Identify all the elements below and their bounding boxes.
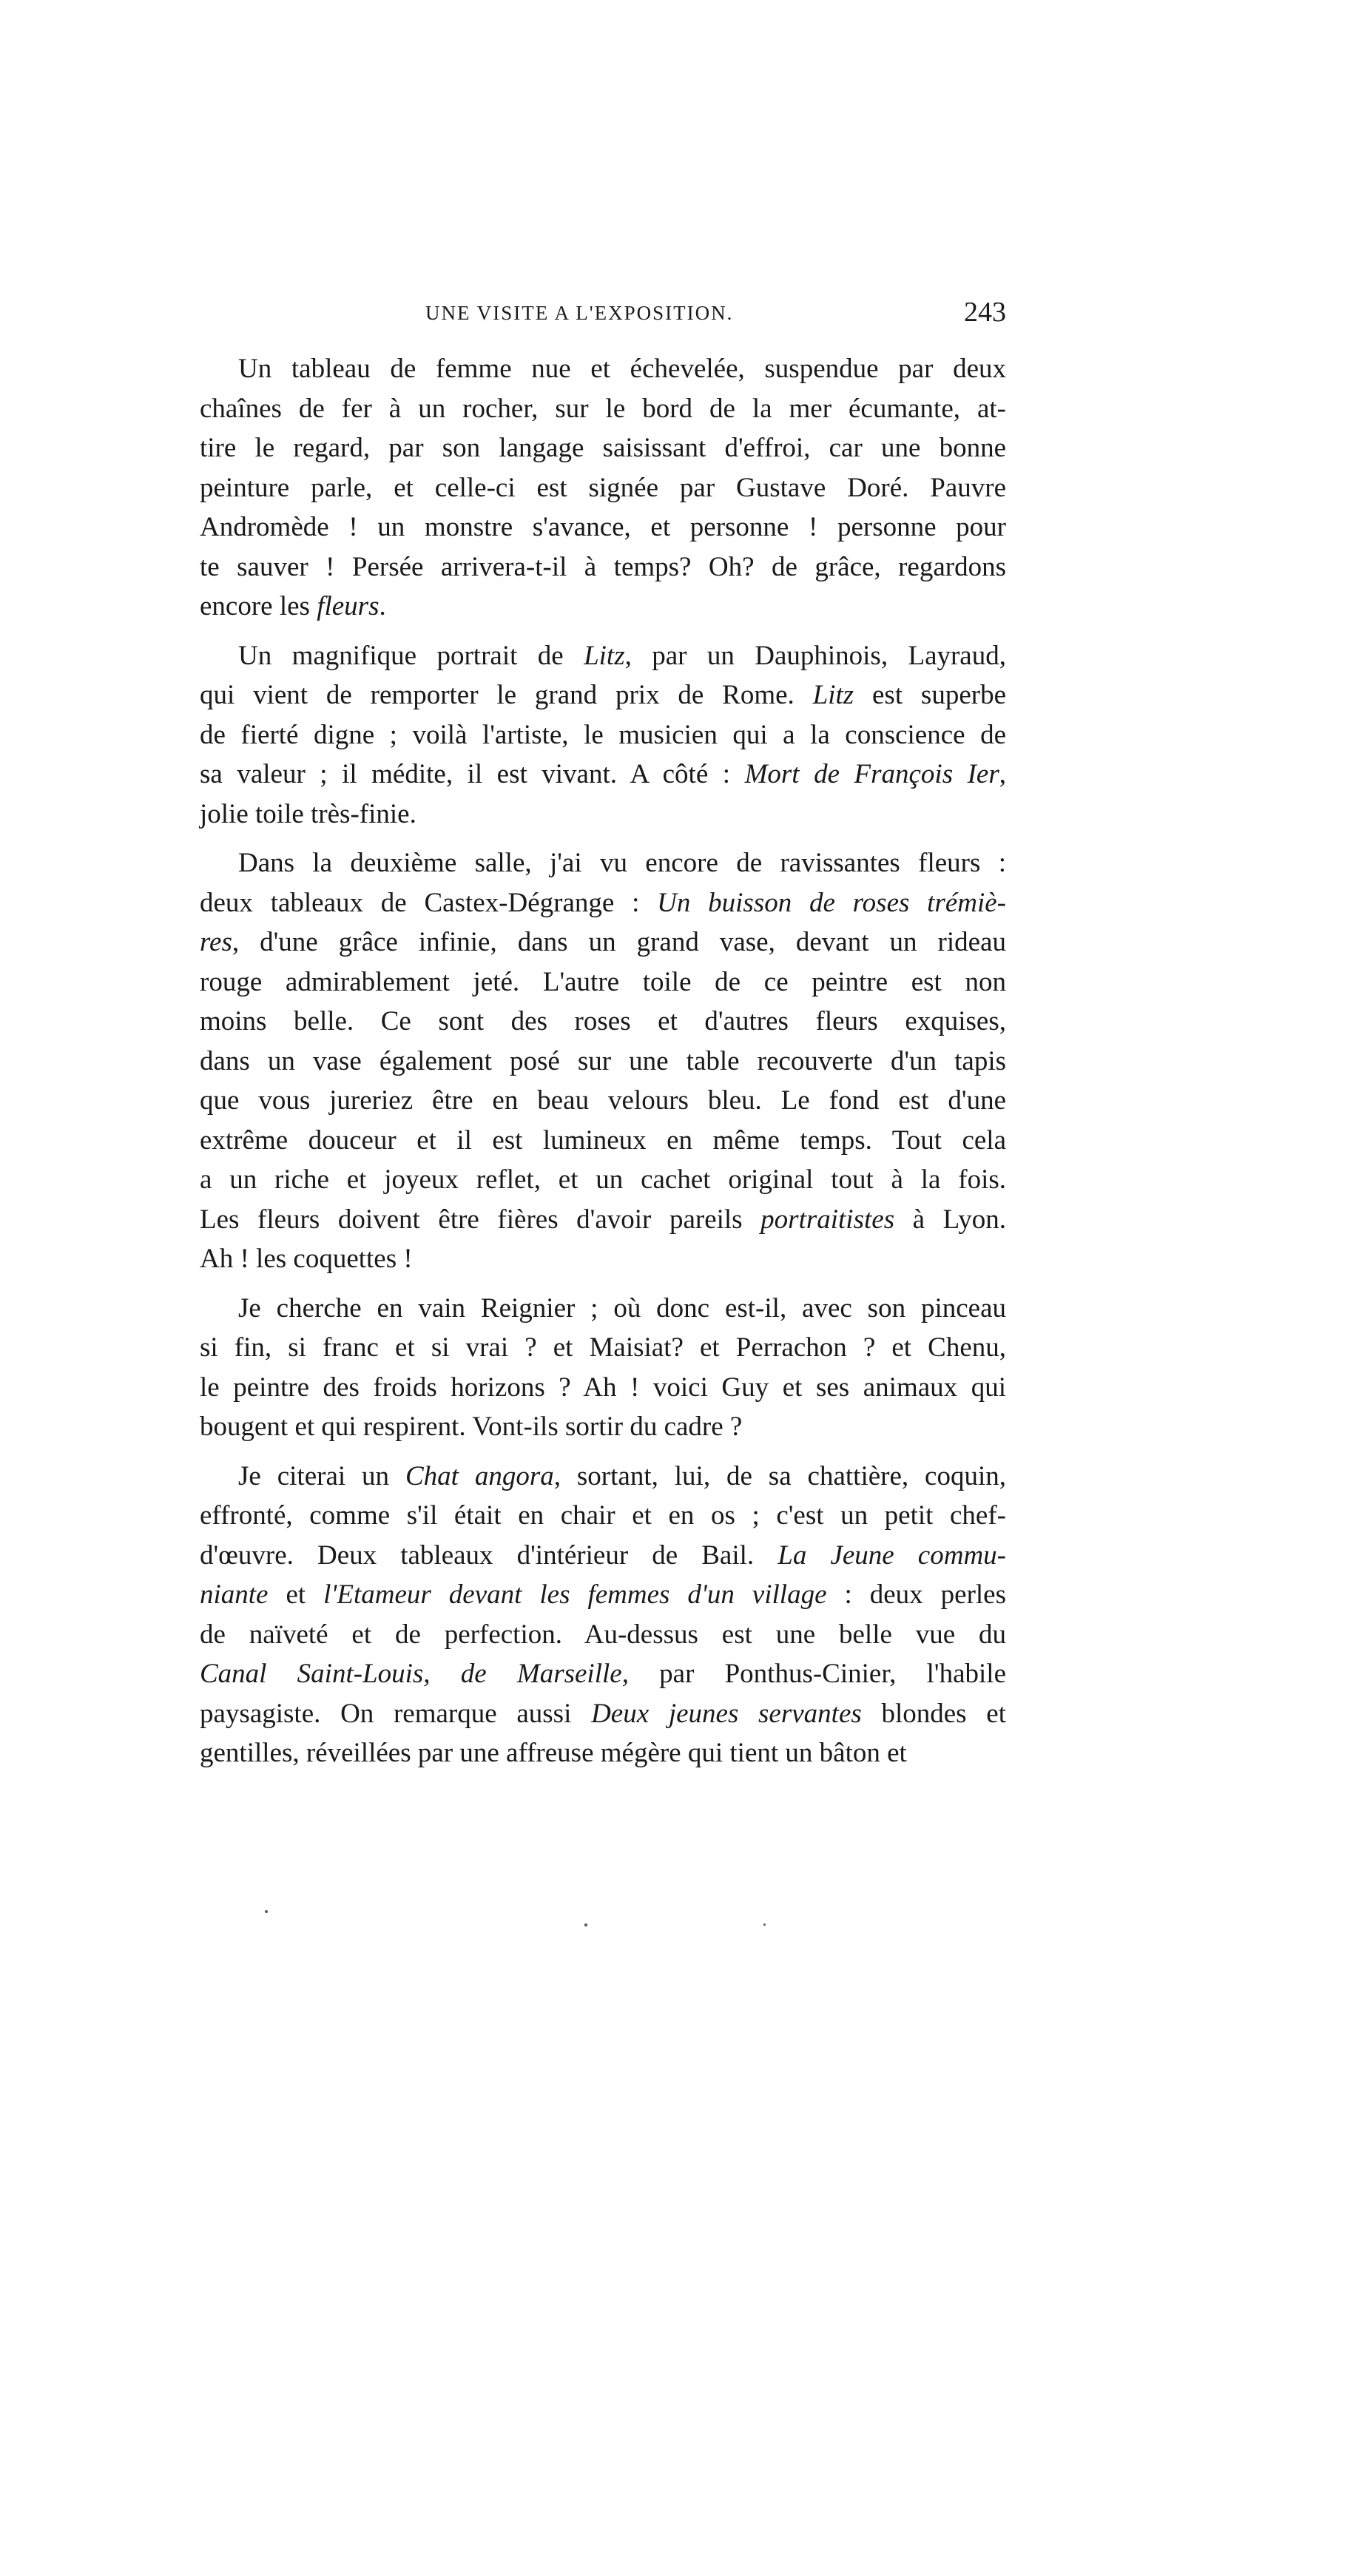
- text-line: [200, 923, 1006, 962]
- text-run: le peintre des froids horizons ? Ah ! voici Guy et ses animaux qui: [200, 1372, 1006, 1403]
- text-run: de fierté digne ; voilà l'artiste, le musicien qui a la conscience de: [200, 719, 1006, 750]
- text-run: sa valeur ; il médite, il est vivant. A côté :: [200, 759, 745, 789]
- paragraph: [200, 349, 1006, 627]
- text-run: tire le regard, par son langage saisissant d'effroi, car une bonne: [200, 433, 1006, 463]
- text-line: [200, 715, 1006, 755]
- text-run: , par un Dauphinois, Layraud,: [624, 640, 1006, 671]
- text-line: [200, 1407, 1006, 1447]
- text-line: [200, 883, 1006, 923]
- text-run: Je cherche en vain Reignier ; où donc est-il, avec son pinceau: [238, 1292, 1006, 1324]
- text-line: [200, 468, 1006, 508]
- paragraph: [200, 636, 1006, 834]
- print-speck: [584, 1923, 587, 1926]
- paragraph: [200, 1289, 1006, 1447]
- text-line: [200, 1239, 1006, 1279]
- text-run: est superbe: [854, 680, 1006, 710]
- running-head: [200, 296, 1006, 333]
- text-line: [200, 1496, 1006, 1536]
- text-run: moins belle. Ce sont des roses et d'autres fleurs exquises,: [200, 1006, 1006, 1036]
- text-line: [200, 1002, 1006, 1042]
- text-run: extrême douceur et il est lumineux en même temps. Tout cela: [200, 1125, 1006, 1156]
- text-line: [200, 636, 1006, 676]
- text-run: de naïveté et de perfection. Au-dessus est une belle vue du: [200, 1619, 1006, 1650]
- italic-text: Canal Saint-Louis, de Marseille,: [200, 1659, 629, 1689]
- text-run: et: [268, 1579, 324, 1610]
- text-run: Un magnifique portrait de: [238, 640, 584, 671]
- text-line: [200, 547, 1006, 587]
- text-line: [200, 389, 1006, 429]
- text-run: dans un vase également posé sur une table recouverte d'un tapis: [200, 1045, 1006, 1076]
- text-line: [200, 587, 1006, 627]
- italic-text: Mort de François Ier: [744, 759, 999, 789]
- print-speck: [265, 1910, 268, 1913]
- text-line: [200, 1536, 1006, 1576]
- text-line: [200, 349, 1006, 389]
- running-title: UNE VISITE A L'EXPOSITION.: [425, 302, 734, 324]
- text-run: paysagiste. On remarque aussi: [200, 1698, 592, 1729]
- text-line: [200, 1457, 1006, 1497]
- text-line: [200, 1733, 1006, 1773]
- text-run: bougent et qui respirent. Vont-ils sortir du cadre ?: [200, 1412, 743, 1442]
- italic-text: l'Etameur devant les femmes d'un village: [323, 1579, 827, 1610]
- text-run: , sortant, lui, de sa chattière, coquin,: [553, 1460, 1006, 1491]
- text-run: à Lyon.: [894, 1204, 1006, 1235]
- text-line: [200, 843, 1006, 883]
- text-line: [200, 1615, 1006, 1655]
- text-run: qui vient de remporter le grand prix de Rome.: [200, 680, 813, 710]
- text-run: , d'une grâce infinie, dans un grand vase, devant un rideau: [232, 927, 1006, 957]
- text-run: a un riche et joyeux reflet, et un cachet original tout à la fois.: [200, 1164, 1006, 1195]
- text-line: [200, 1289, 1006, 1329]
- text-line: [200, 795, 1006, 834]
- text-run: peinture parle, et celle-ci est signée par Gustave Doré. Pauvre: [200, 472, 1006, 503]
- text-line: [200, 428, 1006, 468]
- text-run: .: [379, 591, 386, 621]
- italic-text: La Jeune commu-: [777, 1540, 1006, 1571]
- text-run: : deux perles: [826, 1579, 1007, 1610]
- italic-text: portraitistes: [760, 1204, 895, 1235]
- text-line: [200, 755, 1006, 795]
- italic-text: niante: [200, 1579, 269, 1610]
- italic-text: Chat angora: [405, 1460, 554, 1491]
- italic-text: Litz: [812, 680, 854, 710]
- text-line: [200, 1081, 1006, 1121]
- text-run: Un tableau de femme nue et échevelée, suspendue par deux: [238, 354, 1006, 384]
- text-run: effronté, comme s'il était en chair et en os ; c'est un petit chef-: [200, 1500, 1006, 1531]
- paragraph: [200, 1457, 1006, 1773]
- text-line: [200, 962, 1006, 1002]
- text-run: ,: [999, 759, 1006, 789]
- text-line: [200, 1654, 1006, 1694]
- text-line: [200, 1160, 1006, 1200]
- text-line: [200, 1200, 1006, 1240]
- text-run: que vous jureriez être en beau velours bleu. Le fond est d'une: [200, 1085, 1006, 1116]
- text-run: te sauver ! Persée arrivera-t-il à temps? Oh? de grâce, regardons: [200, 551, 1006, 582]
- text-run: Les fleurs doivent être fières d'avoir pareils: [200, 1204, 761, 1235]
- text-run: Andromède ! un monstre s'avance, et personne ! personne pour: [200, 512, 1006, 542]
- text-run: Dans la deuxième salle, j'ai vu encore de ravissantes fleurs :: [238, 848, 1006, 878]
- italic-text: Deux jeunes servantes: [591, 1698, 862, 1729]
- text-run: d'œuvre. Deux tableaux d'intérieur de Bail.: [200, 1540, 778, 1571]
- page-number: 243: [964, 297, 1006, 328]
- text-line: [200, 675, 1006, 715]
- italic-text: fleurs: [317, 591, 380, 621]
- text-run: encore les: [200, 591, 317, 621]
- text-line: [200, 1328, 1006, 1368]
- paragraph: [200, 843, 1006, 1279]
- text-run: chaînes de fer à un rocher, sur le bord de la mer écumante, at-: [200, 393, 1006, 424]
- text-line: [200, 1575, 1006, 1615]
- text-run: si fin, si franc et si vrai ? et Maisiat? et Perrachon ? et Chenu,: [200, 1332, 1006, 1363]
- text-line: [200, 508, 1006, 547]
- italic-text: Litz: [584, 640, 625, 671]
- text-line: [200, 1121, 1006, 1161]
- text-line: [200, 1694, 1006, 1734]
- text-run: par Ponthus-Cinier, l'habile: [628, 1659, 1006, 1689]
- text-line: [200, 1368, 1006, 1408]
- text-run: rouge admirablement jeté. L'autre toile de ce peintre est non: [200, 966, 1006, 997]
- print-speck: [763, 1923, 766, 1926]
- italic-text: res: [200, 927, 232, 957]
- text-run: deux tableaux de Castex-Dégrange :: [200, 887, 658, 918]
- text-run: blondes et: [861, 1698, 1006, 1729]
- italic-text: Un buisson de roses trémiè-: [657, 887, 1006, 918]
- text-run: gentilles, réveillées par une affreuse mégère qui tient un bâton et: [200, 1738, 907, 1768]
- body-text: [200, 349, 1006, 1773]
- text-run: Je citerai un: [238, 1460, 405, 1491]
- text-run: Ah ! les coquettes !: [200, 1244, 413, 1274]
- text-run: jolie toile très-finie.: [200, 798, 416, 829]
- text-line: [200, 1042, 1006, 1082]
